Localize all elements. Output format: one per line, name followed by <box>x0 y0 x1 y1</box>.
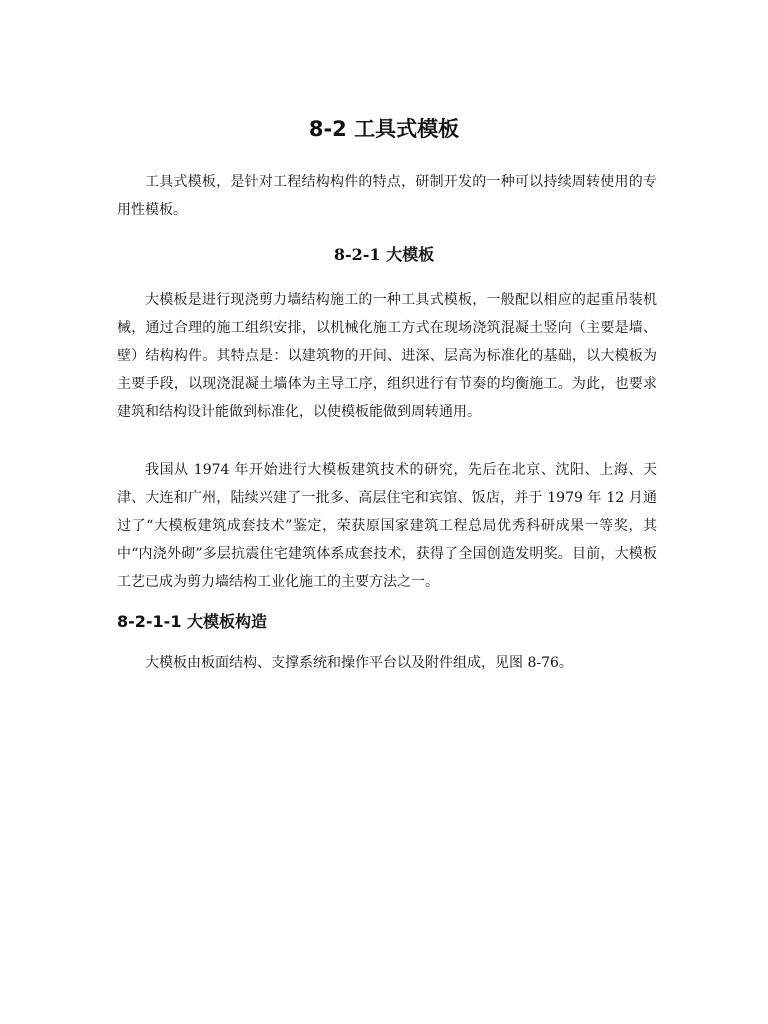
section-heading: 8-2-1 大模板 <box>333 245 435 264</box>
history-paragraph: 我国从 1974 年开始进行大模板建筑技术的研究，先后在北京、沈阳、上海、天津、大连和广州，陆续兴建了一批多、高层住宅和宾馆、饭店，并于 1979 年 12 月通过了“大模板建筑成套技术”鉴定，荣获原国家建筑工程总局优秀科研成果一等奖，其中“内浇外砌”多层抗震住宅建筑体系成套技术，获得了全国创造发明奖。目前，大模板工艺已成为剪力墙结构工业化施工的主要方法之一。 <box>117 462 657 590</box>
large-formwork-paragraph: 大模板是进行现浇剪力墙结构施工的一种工具式模板，一般配以相应的起重吊装机械，通过合理的施工组织安排，以机械化施工方式在现场浇筑混凝土竖向（主要是墙、壁）结构构件。其特点是：以建筑物的开间、进深、层高为标准化的基础，以大模板为主要手段，以现浇混凝土墙体为主导工序，组织进行有节奏的均衡施工。为此，也要求建筑和结构设计能做到标准化，以使模板能做到周转通用。 <box>117 292 657 420</box>
subsection-heading: 8-2-1-1 大模板构造 <box>117 612 268 631</box>
structure-paragraph: 大模板由板面结构、支撑系统和操作平台以及附件组成，见图 8-76。 <box>145 655 573 671</box>
page-title: 8-2 工具式模板 <box>308 117 460 141</box>
intro-paragraph: 工具式模板，是针对工程结构构件的特点，研制开发的一种可以持续周转使用的专用性模板。 <box>117 174 657 218</box>
